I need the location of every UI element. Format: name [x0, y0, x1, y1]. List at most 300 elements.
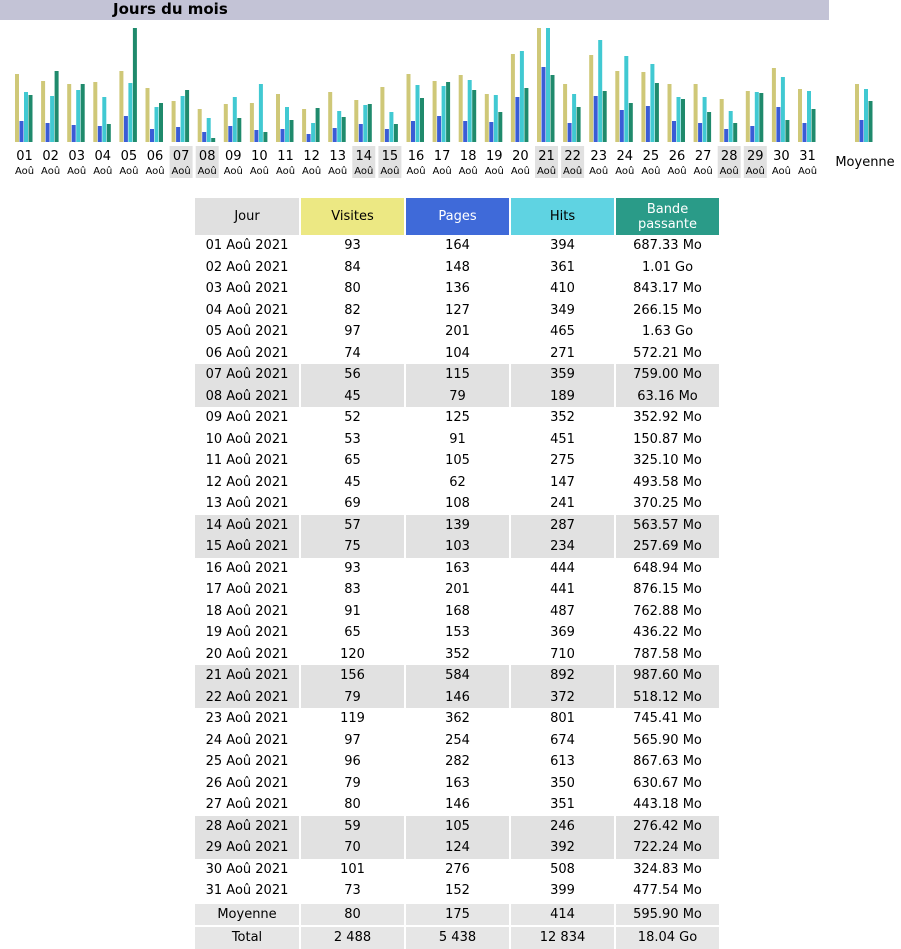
- row-bandwidth: 370.25 Mo: [633, 496, 702, 512]
- row-day: 07 Aoû 2021: [195, 364, 299, 386]
- table-row: [195, 579, 719, 601]
- day-01-hits-bar: [24, 92, 28, 142]
- row-pages: 125: [445, 410, 470, 426]
- day-tick-label: 15: [381, 149, 399, 164]
- row-visits: 56: [301, 364, 404, 386]
- row-bandwidth: 987.60 Mo: [616, 665, 719, 687]
- row-pages: 201: [445, 582, 470, 598]
- day-11-visits-bar: [276, 94, 280, 142]
- month-tick-label: Aoû: [249, 166, 269, 177]
- row-hits: 674: [550, 732, 575, 748]
- row-hits: 359: [511, 364, 614, 386]
- row-visits: 79: [344, 775, 361, 791]
- row-visits: 59: [301, 816, 404, 838]
- day-14-visits-bar: [354, 100, 358, 142]
- day-10-hits-bar: [259, 84, 263, 142]
- day-24-visits-bar: [615, 71, 619, 142]
- month-tick-label: Aoû: [641, 166, 661, 177]
- table-row: [195, 235, 719, 257]
- day-tick-label: 07: [172, 149, 190, 164]
- row-visits: 57: [301, 515, 404, 537]
- day-tick-label: 02: [42, 149, 59, 164]
- day-30-hits-bar: [781, 77, 785, 142]
- day-09-visits-bar: [224, 104, 228, 142]
- row-day: 03 Aoû 2021: [205, 281, 289, 297]
- row-day: 19 Aoû 2021: [205, 625, 289, 641]
- day-17-visits-bar: [433, 81, 437, 142]
- table-row: [195, 816, 719, 838]
- row-day: 24 Aoû 2021: [205, 732, 289, 748]
- day-02-visits-bar: [41, 81, 45, 142]
- day-19-pages-bar: [489, 122, 493, 142]
- day-26-bandwidth-bar: [681, 99, 685, 142]
- day-13-pages-bar: [333, 128, 337, 142]
- row-bandwidth: 762.88 Mo: [633, 603, 702, 619]
- row-hits: 508: [550, 861, 575, 877]
- header-hits: Hits: [511, 198, 614, 235]
- day-10-visits-bar: [250, 103, 254, 142]
- table-row: [195, 493, 719, 515]
- table-row: [195, 536, 719, 558]
- row-day: 11 Aoû 2021: [205, 453, 289, 469]
- row-visits: 80: [344, 797, 361, 813]
- day-28-bandwidth-bar: [733, 123, 737, 142]
- table-row: [195, 622, 719, 644]
- day-12-pages-bar: [307, 134, 311, 142]
- day-tick-label: 25: [642, 149, 660, 164]
- row-visits: 53: [344, 431, 361, 447]
- row-day: 15 Aoû 2021: [195, 536, 299, 558]
- day-28-pages-bar: [724, 129, 728, 142]
- day-tick-label: 11: [277, 149, 294, 164]
- row-hits: 287: [511, 515, 614, 537]
- day-25-bandwidth-bar: [655, 83, 659, 142]
- total-label: Total: [195, 925, 299, 949]
- day-25-hits-bar: [650, 64, 654, 142]
- table-row: [195, 364, 719, 386]
- row-hits: 801: [550, 711, 575, 727]
- total-visits: 2 488: [301, 925, 404, 949]
- row-day: 05 Aoû 2021: [205, 324, 289, 340]
- row-bandwidth: 257.69 Mo: [616, 536, 719, 558]
- row-visits: 156: [301, 665, 404, 687]
- day-06-hits-bar: [155, 107, 159, 142]
- row-day: 10 Aoû 2021: [205, 431, 289, 447]
- table-row: [195, 773, 719, 795]
- row-bandwidth: 493.58 Mo: [633, 474, 702, 490]
- row-pages: 124: [406, 837, 509, 859]
- day-03-hits-bar: [76, 90, 80, 142]
- day-04-visits-bar: [93, 82, 97, 142]
- row-bandwidth: 477.54 Mo: [633, 883, 702, 899]
- day-tick-label: 08: [198, 149, 216, 164]
- row-pages: 103: [406, 536, 509, 558]
- day-30-bandwidth-bar: [785, 120, 789, 142]
- month-tick-label: Aoû: [328, 166, 348, 177]
- day-tick-label: 23: [590, 149, 607, 164]
- table-row: [195, 837, 719, 859]
- month-tick-label: Aoû: [745, 166, 765, 177]
- row-day: 20 Aoû 2021: [205, 646, 289, 662]
- average-pages: 175: [406, 902, 509, 926]
- table-row: [195, 644, 719, 666]
- row-pages: 276: [445, 861, 470, 877]
- row-hits: 351: [550, 797, 575, 813]
- row-bandwidth: 722.24 Mo: [616, 837, 719, 859]
- month-tick-label: Aoû: [693, 166, 713, 177]
- day-05-pages-bar: [124, 116, 128, 142]
- month-tick-label: Aoû: [719, 166, 739, 177]
- month-tick-label: Aoû: [67, 166, 87, 177]
- row-bandwidth: 436.22 Mo: [633, 625, 702, 641]
- row-pages: 91: [449, 431, 466, 447]
- day-tick-label: 20: [512, 149, 529, 164]
- day-tick-label: 01: [16, 149, 33, 164]
- day-tick-label: 04: [94, 149, 112, 164]
- day-05-visits-bar: [119, 71, 123, 142]
- day-03-pages-bar: [72, 125, 76, 142]
- day-03-visits-bar: [67, 84, 71, 142]
- row-day: 28 Aoû 2021: [195, 816, 299, 838]
- table-row: [195, 472, 719, 494]
- row-day: 16 Aoû 2021: [205, 560, 289, 576]
- month-tick-label: Aoû: [536, 166, 557, 177]
- row-visits: 82: [344, 302, 361, 318]
- row-visits: 120: [340, 646, 365, 662]
- month-tick-label: Aoû: [406, 166, 426, 177]
- table-row: [195, 321, 719, 343]
- row-visits: 91: [344, 603, 361, 619]
- row-hits: 271: [550, 345, 575, 361]
- day-27-bandwidth-bar: [707, 112, 711, 142]
- row-bandwidth: 276.42 Mo: [616, 816, 719, 838]
- row-day: 30 Aoû 2021: [205, 861, 289, 877]
- total-bandwidth: 18.04 Go: [616, 925, 719, 949]
- row-bandwidth: 787.58 Mo: [633, 646, 702, 662]
- day-tick-label: 26: [668, 149, 686, 164]
- day-20-visits-bar: [511, 54, 515, 142]
- table-row: [195, 687, 719, 709]
- row-bandwidth: 1.01 Go: [641, 259, 694, 275]
- day-30-visits-bar: [772, 68, 776, 142]
- day-19-bandwidth-bar: [498, 112, 502, 142]
- row-visits: 73: [344, 883, 361, 899]
- month-tick-label: Aoû: [510, 166, 530, 177]
- row-bandwidth: 630.67 Mo: [633, 775, 702, 791]
- table-row: [195, 343, 719, 365]
- day-29-bandwidth-bar: [759, 93, 763, 142]
- row-pages: 127: [445, 302, 470, 318]
- day-20-hits-bar: [520, 51, 524, 142]
- day-22-visits-bar: [563, 84, 567, 142]
- day-31-visits-bar: [798, 89, 802, 142]
- table-row: [195, 558, 719, 580]
- table-header-row: [195, 198, 719, 235]
- row-pages: 146: [406, 687, 509, 709]
- row-hits: 444: [550, 560, 575, 576]
- day-22-hits-bar: [572, 94, 576, 142]
- month-tick-label: Aoû: [771, 166, 791, 177]
- day-04-hits-bar: [102, 97, 106, 142]
- row-hits: 352: [550, 410, 575, 426]
- table-row: [195, 601, 719, 623]
- day-tick-label: 31: [799, 149, 816, 164]
- day-06-pages-bar: [150, 129, 154, 142]
- row-visits: 74: [344, 345, 361, 361]
- day-26-pages-bar: [672, 121, 676, 142]
- daily-stats-table: [193, 198, 721, 949]
- day-10-pages-bar: [254, 130, 258, 142]
- day-06-bandwidth-bar: [159, 103, 163, 142]
- day-21-bandwidth-bar: [551, 75, 555, 142]
- day-09-bandwidth-bar: [237, 118, 241, 142]
- row-day: 09 Aoû 2021: [205, 410, 289, 426]
- day-27-visits-bar: [694, 84, 698, 142]
- month-tick-label: Aoû: [223, 166, 243, 177]
- header-visits: Visites: [301, 198, 404, 235]
- month-tick-label: Aoû: [275, 166, 296, 177]
- day-11-hits-bar: [285, 107, 289, 142]
- day-01-bandwidth-bar: [29, 95, 33, 142]
- day-04-bandwidth-bar: [107, 124, 111, 142]
- row-pages: 168: [445, 603, 470, 619]
- row-hits: 350: [550, 775, 575, 791]
- day-25-pages-bar: [646, 106, 650, 142]
- row-hits: 246: [511, 816, 614, 838]
- month-tick-label: Aoû: [119, 166, 139, 177]
- row-day: 04 Aoû 2021: [205, 302, 289, 318]
- average-pages-bar: [860, 120, 864, 142]
- row-day: 06 Aoû 2021: [205, 345, 289, 361]
- day-08-pages-bar: [202, 132, 206, 142]
- day-09-pages-bar: [228, 126, 232, 142]
- average-visits: 80: [301, 902, 404, 926]
- table-row: [195, 730, 719, 752]
- day-12-visits-bar: [302, 109, 306, 142]
- row-hits: 275: [550, 453, 575, 469]
- month-tick-label: Aoû: [667, 166, 687, 177]
- header-day: Jour: [195, 198, 299, 235]
- row-day: 13 Aoû 2021: [205, 496, 289, 512]
- day-18-hits-bar: [468, 80, 472, 142]
- day-21-visits-bar: [537, 28, 541, 142]
- row-day: 22 Aoû 2021: [195, 687, 299, 709]
- row-pages: 163: [445, 560, 470, 576]
- row-pages: 584: [406, 665, 509, 687]
- day-07-hits-bar: [181, 96, 185, 142]
- row-visits: 101: [340, 861, 365, 877]
- month-tick-label: Aoû: [615, 166, 635, 177]
- row-day: 12 Aoû 2021: [205, 474, 289, 490]
- average-hits-bar: [864, 89, 868, 142]
- row-pages: 105: [445, 453, 470, 469]
- day-14-hits-bar: [363, 105, 367, 142]
- row-visits: 79: [301, 687, 404, 709]
- day-tick-label: 09: [225, 149, 242, 164]
- day-15-pages-bar: [385, 129, 389, 142]
- day-16-hits-bar: [416, 85, 420, 142]
- day-07-pages-bar: [176, 127, 180, 142]
- day-tick-label: 18: [459, 149, 477, 164]
- row-visits: 45: [301, 386, 404, 408]
- row-pages: 115: [406, 364, 509, 386]
- table-row: [195, 880, 719, 902]
- row-visits: 93: [344, 560, 361, 576]
- day-19-hits-bar: [494, 95, 498, 142]
- header-pages: Pages: [406, 198, 509, 235]
- day-tick-label: 17: [433, 149, 451, 164]
- row-visits: 93: [344, 238, 361, 254]
- month-tick-label: Aoû: [302, 166, 322, 177]
- day-02-pages-bar: [46, 123, 50, 142]
- month-tick-label: Aoû: [93, 166, 113, 177]
- month-tick-label: Aoû: [484, 166, 504, 177]
- table-row: [195, 257, 719, 279]
- table-row: [195, 794, 719, 816]
- row-day: 18 Aoû 2021: [205, 603, 289, 619]
- table-row: [195, 300, 719, 322]
- day-tick-label: 19: [486, 149, 503, 164]
- row-visits: 65: [344, 625, 361, 641]
- row-day: 31 Aoû 2021: [205, 883, 289, 899]
- row-day: 26 Aoû 2021: [205, 775, 289, 791]
- day-29-hits-bar: [755, 92, 759, 142]
- row-bandwidth: 565.90 Mo: [633, 732, 702, 748]
- day-23-hits-bar: [598, 40, 602, 142]
- table-row: [195, 665, 719, 687]
- row-day: 14 Aoû 2021: [195, 515, 299, 537]
- day-23-visits-bar: [589, 55, 593, 142]
- day-12-bandwidth-bar: [316, 108, 320, 142]
- table-row: [195, 429, 719, 451]
- day-tick-label: 28: [720, 149, 738, 164]
- day-22-pages-bar: [568, 123, 572, 142]
- day-18-pages-bar: [463, 121, 467, 142]
- row-day: 02 Aoû 2021: [205, 259, 289, 275]
- day-07-visits-bar: [172, 101, 176, 142]
- row-hits: 441: [550, 582, 575, 598]
- row-bandwidth: 518.12 Mo: [616, 687, 719, 709]
- row-bandwidth: 443.18 Mo: [633, 797, 702, 813]
- day-17-pages-bar: [437, 116, 441, 142]
- month-tick-label: Aoû: [171, 166, 191, 177]
- row-pages: 152: [445, 883, 470, 899]
- month-tick-label: Aoû: [380, 166, 400, 177]
- row-visits: 119: [340, 711, 365, 727]
- day-13-hits-bar: [337, 111, 341, 142]
- day-tick-label: 22: [564, 149, 581, 164]
- day-20-bandwidth-bar: [524, 88, 528, 142]
- month-tick-label: Aoû: [589, 166, 609, 177]
- day-17-bandwidth-bar: [446, 82, 450, 142]
- day-31-pages-bar: [803, 123, 807, 142]
- total-hits: 12 834: [511, 925, 614, 949]
- month-tick-label: Aoû: [432, 166, 452, 177]
- day-02-bandwidth-bar: [55, 71, 59, 142]
- day-13-visits-bar: [328, 92, 332, 142]
- row-bandwidth: 759.00 Mo: [616, 364, 719, 386]
- day-tick-label: 13: [329, 149, 346, 164]
- row-bandwidth: 150.87 Mo: [633, 431, 702, 447]
- day-24-hits-bar: [624, 56, 628, 142]
- row-visits: 84: [344, 259, 361, 275]
- row-visits: 80: [344, 281, 361, 297]
- day-26-visits-bar: [668, 84, 672, 142]
- row-pages: 362: [445, 711, 470, 727]
- day-28-hits-bar: [729, 111, 733, 142]
- total-row: [195, 925, 719, 949]
- day-27-pages-bar: [698, 123, 702, 142]
- row-bandwidth: 325.10 Mo: [633, 453, 702, 469]
- row-day: 01 Aoû 2021: [205, 238, 289, 254]
- row-day: 27 Aoû 2021: [205, 797, 289, 813]
- day-29-pages-bar: [750, 126, 754, 142]
- day-10-bandwidth-bar: [263, 132, 267, 142]
- day-15-visits-bar: [380, 87, 384, 142]
- row-bandwidth: 876.15 Mo: [633, 582, 702, 598]
- table-row: [195, 278, 719, 300]
- header-bandwidth: Bande passante: [616, 198, 719, 235]
- day-tick-label: 29: [747, 149, 764, 164]
- row-visits: 83: [344, 582, 361, 598]
- table-row: [195, 859, 719, 881]
- average-bandwidth: 595.90 Mo: [616, 902, 719, 926]
- row-pages: 352: [445, 646, 470, 662]
- daily-bar-chart: [0, 20, 901, 185]
- day-24-bandwidth-bar: [629, 103, 633, 142]
- row-hits: 487: [550, 603, 575, 619]
- row-pages: 164: [445, 238, 470, 254]
- day-06-visits-bar: [146, 88, 150, 142]
- row-pages: 108: [445, 496, 470, 512]
- row-pages: 153: [445, 625, 470, 641]
- day-21-hits-bar: [546, 28, 550, 142]
- day-08-bandwidth-bar: [211, 138, 215, 142]
- day-11-bandwidth-bar: [290, 120, 294, 142]
- average-hits: 414: [511, 902, 614, 926]
- day-20-pages-bar: [515, 97, 519, 142]
- row-pages: 146: [445, 797, 470, 813]
- row-hits: 451: [550, 431, 575, 447]
- row-bandwidth: 63.16 Mo: [616, 386, 719, 408]
- row-day: 29 Aoû 2021: [195, 837, 299, 859]
- row-hits: 234: [511, 536, 614, 558]
- row-pages: 139: [406, 515, 509, 537]
- row-visits: 65: [344, 453, 361, 469]
- table-row: [195, 450, 719, 472]
- row-day: 17 Aoû 2021: [205, 582, 289, 598]
- row-day: 25 Aoû 2021: [205, 754, 289, 770]
- row-bandwidth: 324.83 Mo: [633, 861, 702, 877]
- table-row: [195, 751, 719, 773]
- row-hits: 613: [550, 754, 575, 770]
- section-title-bar: [0, 0, 829, 20]
- row-pages: 201: [445, 324, 470, 340]
- row-pages: 136: [445, 281, 470, 297]
- month-tick-label: Aoû: [14, 166, 35, 177]
- row-hits: 392: [511, 837, 614, 859]
- row-pages: 282: [445, 754, 470, 770]
- row-hits: 394: [550, 238, 575, 254]
- day-tick-label: 06: [146, 149, 164, 164]
- row-hits: 410: [550, 281, 575, 297]
- month-tick-label: Aoû: [41, 166, 61, 177]
- row-pages: 105: [406, 816, 509, 838]
- row-bandwidth: 843.17 Mo: [633, 281, 702, 297]
- day-16-pages-bar: [411, 121, 415, 142]
- row-bandwidth: 266.15 Mo: [633, 302, 702, 318]
- day-17-hits-bar: [442, 86, 446, 142]
